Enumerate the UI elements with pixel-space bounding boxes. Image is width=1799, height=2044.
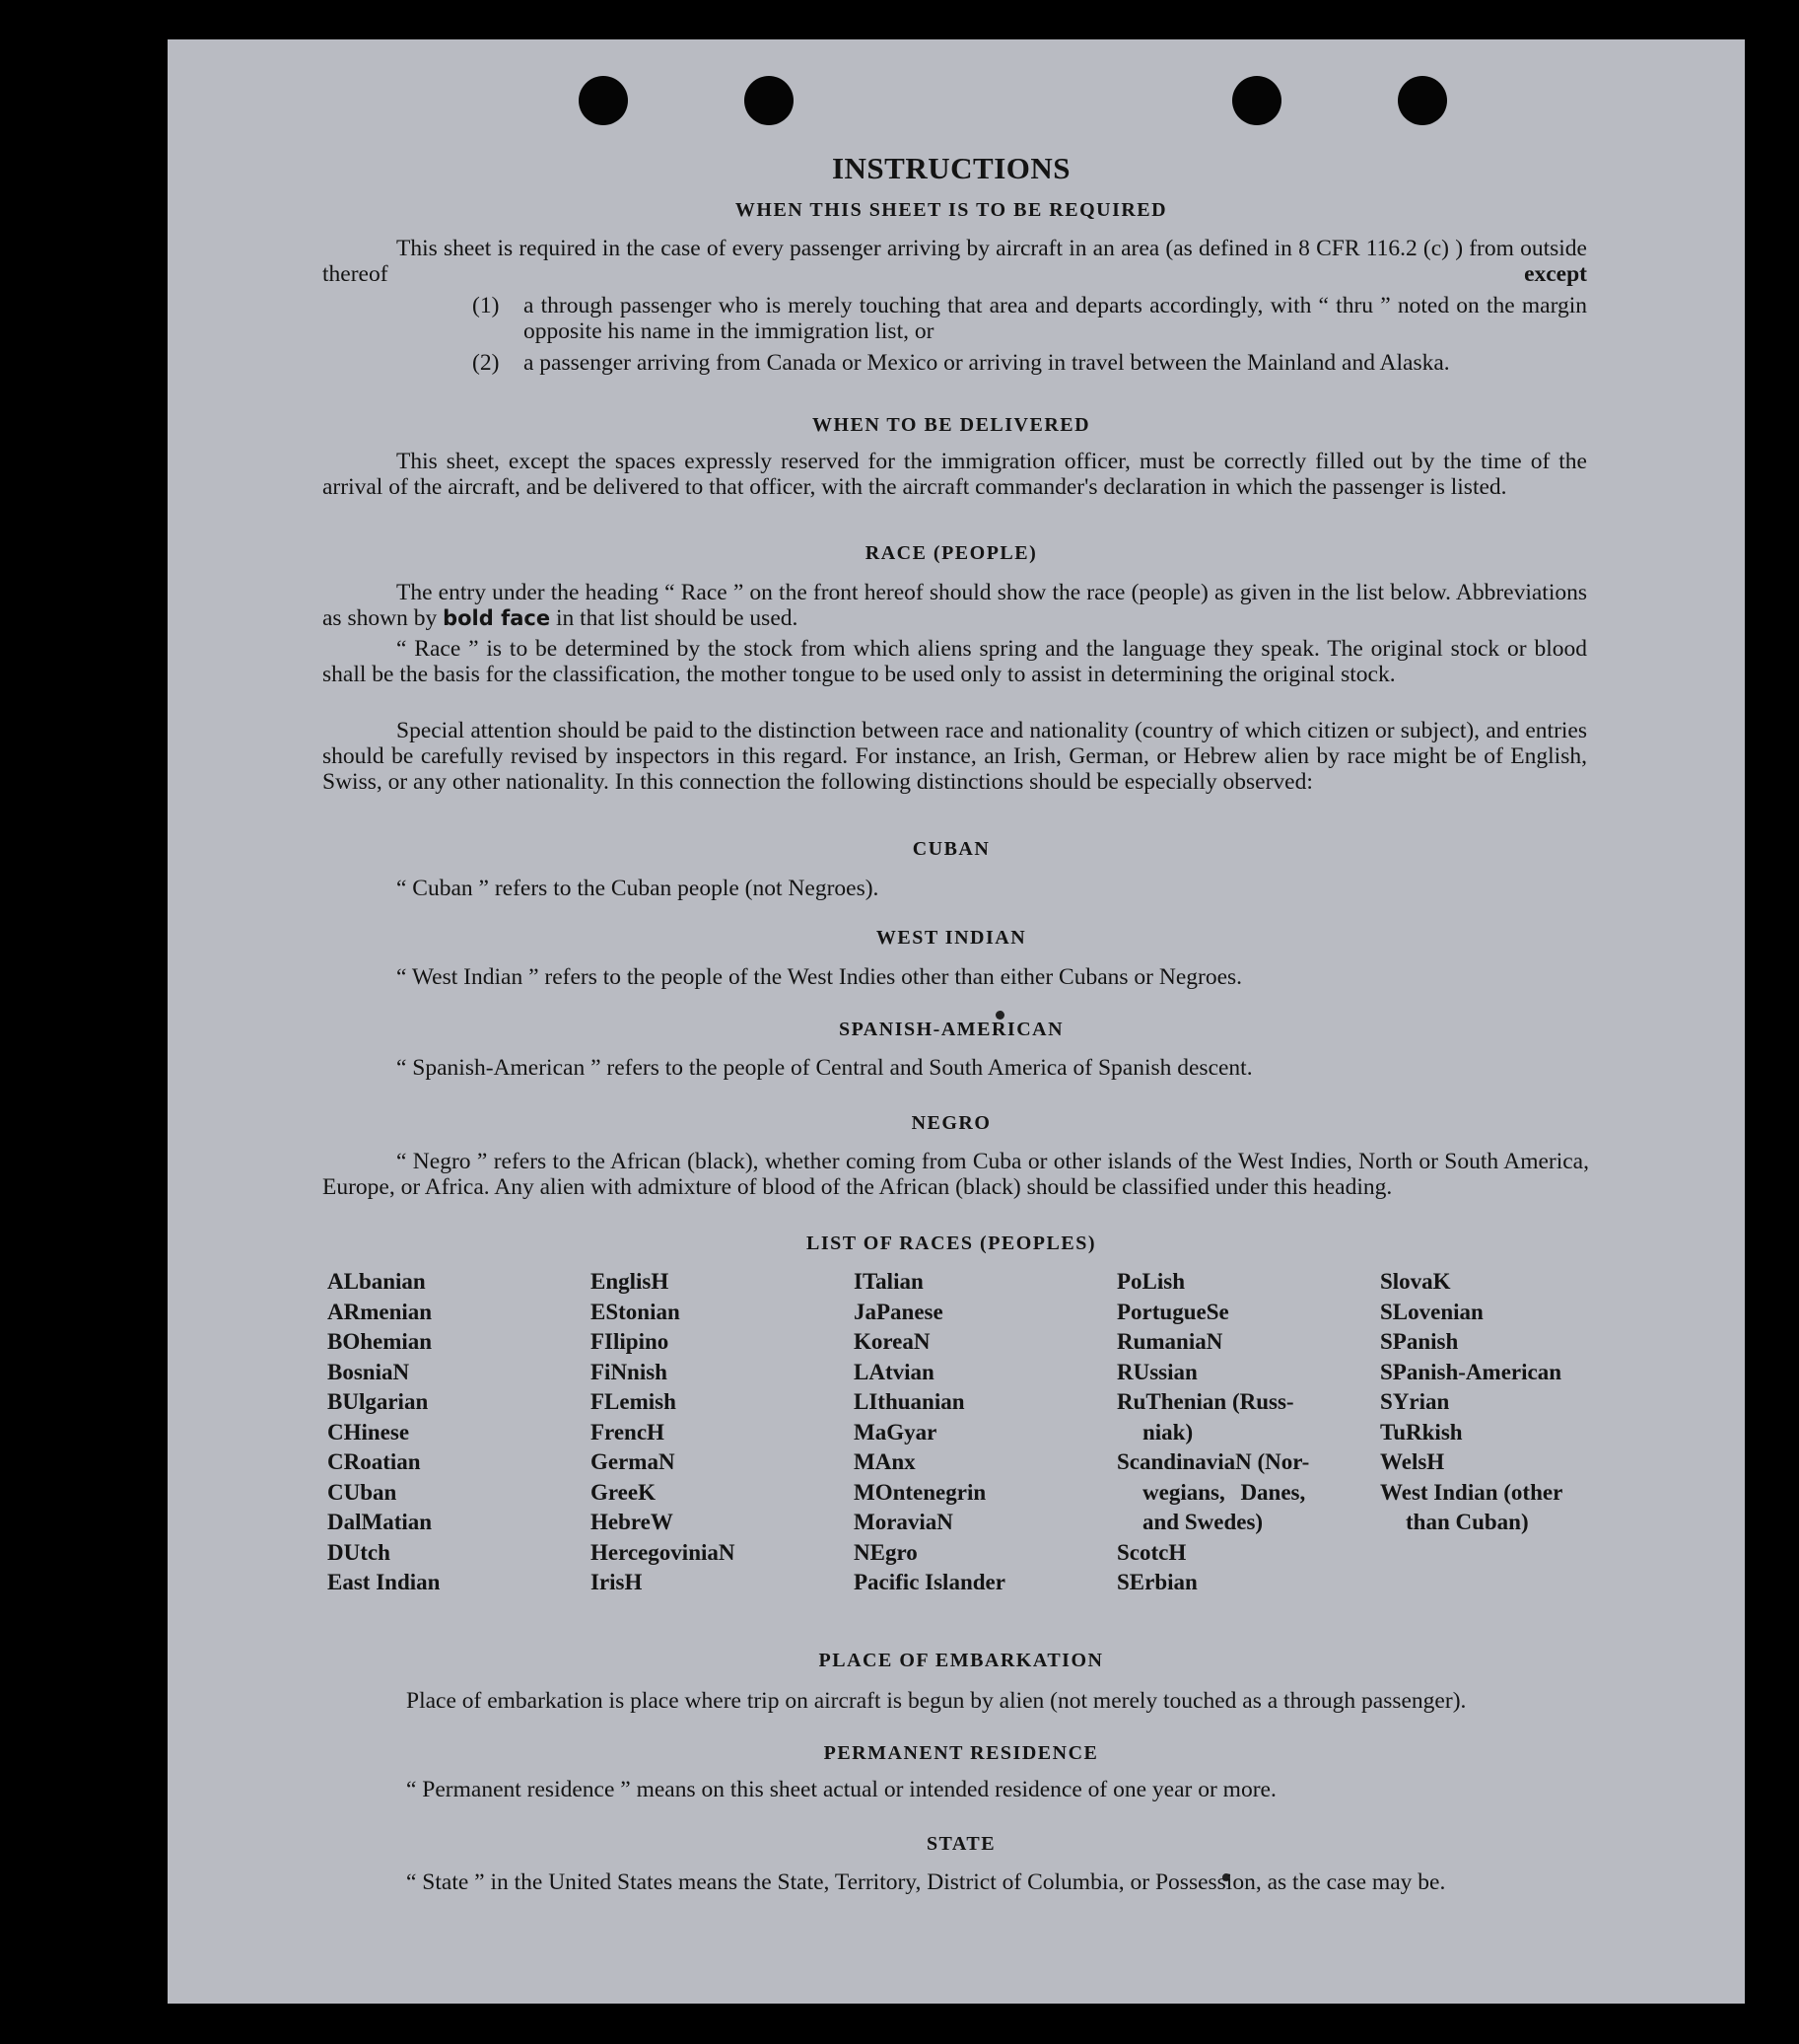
list-item: MAnx [854,1449,916,1474]
paragraph: “ Cuban ” refers to the Cuban people (not Negroes). [396,876,879,901]
list-item: HebreW [590,1510,673,1534]
list-item: ITalian [854,1269,924,1294]
race-column [854,1267,1105,1598]
list-item: MOntenegrin [854,1479,987,1505]
list-item: (1) a through passenger who is merely touching that area and departs accordingly, with “ thru ” noted on the margin opposite his name in the immigration list, or [472,293,1587,344]
list-item: KoreaN [854,1329,931,1354]
paragraph: This sheet is required in the case of every passenger arriving by aircraft in an area (as defined in 8 CFR 116.2 (c) ) from outside thereof except [322,236,1587,287]
list-item: JaPanese [854,1299,943,1324]
paragraph: Place of embarkation is place where trip on aircraft is begun by alien (not merely touched as a through passenger). [406,1688,1467,1714]
list-item: PoLish [1117,1269,1186,1294]
section-heading: LIST OF RACES (PEOPLES) [805,1233,1096,1254]
list-item: GermaN [590,1449,675,1474]
list-item: CRoatian [327,1449,421,1474]
list-item: NEgro [854,1539,918,1565]
list-item: ALbanian [327,1269,426,1294]
race-column [327,1267,579,1598]
section-heading: STATE [926,1833,997,1855]
list-item: RUssian [1117,1359,1198,1384]
list-item: FrencH [590,1419,664,1445]
list-item: CUban [327,1479,397,1505]
list-item: MaGyar [854,1419,937,1445]
list-item: and Swedes) [1142,1510,1264,1534]
list-item: BUlgarian [327,1389,429,1414]
paragraph: This sheet, except the spaces expressly reserved for the immigration officer, must be correctly filled out by the time of the arrival of the aircraft, and be delivered to that officer, with the aircraft commander's declaration in which the passenger is listed. [322,449,1587,500]
race-column [590,1267,842,1598]
list-item: FLemish [590,1389,676,1414]
section-heading: NEGRO [911,1112,992,1134]
list-item: GreeK [590,1479,656,1505]
section-heading: SPANISH-AMERICAN [838,1019,1065,1040]
section-heading: RACE (PEOPLE) [865,542,1038,564]
list-item: RumaniaN [1117,1329,1223,1354]
list-item: wegians, Danes, [1142,1479,1306,1505]
list-item: IrisH [590,1570,643,1594]
list-item: SPanish [1380,1329,1459,1354]
list-item: LAtvian [854,1359,934,1384]
list-item: niak) [1142,1419,1194,1445]
paragraph: “ Spanish-American ” refers to the people of Central and South America of Spanish descent. [396,1055,1253,1081]
section-heading: PERMANENT RESIDENCE [823,1742,1099,1764]
list-item: TuRkish [1380,1419,1463,1445]
list-item: RuThenian (Russ- [1117,1389,1294,1414]
punch-hole [744,76,794,125]
list-item: SErbian [1117,1570,1198,1594]
list-item: SlovaK [1380,1269,1451,1294]
list-item: DalMatian [327,1510,433,1534]
list-item: BosniaN [327,1359,410,1384]
race-column [1117,1267,1368,1598]
list-item: FiNnish [590,1359,667,1384]
section-heading: WHEN TO BE DELIVERED [811,414,1091,436]
list-item: HercegoviniaN [590,1539,735,1565]
paragraph: “ Permanent residence ” means on this sheet actual or intended residence of one year or more. [406,1777,1277,1802]
list-item: (2) a passenger arriving from Canada or Mexico or arriving in travel between the Mainland and Alaska. [472,350,1450,376]
paragraph: “ West Indian ” refers to the people of the West Indies other than either Cubans or Negroes. [396,964,1243,990]
punch-hole [1232,76,1281,125]
list-item: EStonian [590,1299,680,1324]
list-item: Pacific Islander [854,1570,1005,1594]
list-item: SLovenian [1380,1299,1484,1324]
list-item: ARmenian [327,1299,433,1324]
document-sheet [168,39,1745,2004]
list-item: FIlipino [590,1329,669,1354]
list-item: ScotcH [1117,1539,1187,1565]
paragraph: The entry under the heading “ Race ” on the front hereof should show the race (people) as given in the list below. Abbreviations as shown by bold face in that list should be used. [322,580,1587,631]
list-item: MoraviaN [854,1510,953,1534]
section-heading: WHEN THIS SHEET IS TO BE REQUIRED [734,199,1168,221]
list-item: ScandinaviaN (Nor- [1117,1449,1310,1474]
list-item: East Indian [327,1570,441,1594]
list-item: PortugueSe [1117,1299,1229,1324]
list-item: than Cuban) [1406,1510,1529,1534]
paragraph: “ Race ” is to be determined by the stock from which aliens spring and the language they speak. The original stock or blood shall be the basis for the classification, the mother tongue to be used only to assist in determining the original stock. [322,636,1587,687]
punch-hole [1398,76,1447,125]
list-item: West Indian (other [1380,1479,1563,1505]
paragraph: “ Negro ” refers to the African (black), whether coming from Cuba or other islands of the West Indies, North or South America, Europe, or Africa. Any alien with admixture of blood of the African (black) should be classified under this heading. [322,1149,1589,1200]
section-heading: PLACE OF EMBARKATION [818,1650,1104,1671]
section-heading: WEST INDIAN [875,927,1027,949]
list-item: SYrian [1380,1389,1450,1414]
paragraph: Special attention should be paid to the distinction between race and nationality (country of which citizen or subject), and entries should be carefully revised by inspectors in this regard. For instance, an Irish, German, or Hebrew alien by race might be of English, Swiss, or any other nationality. In this connection the following distinctions should be especially observed: [322,718,1587,795]
list-item: WelsH [1380,1449,1445,1474]
paragraph: “ State ” in the United States means the State, Territory, District of Columbia, or Possession, as the case may be. [406,1869,1446,1895]
race-list [327,1267,1766,1594]
list-item: EnglisH [590,1269,669,1294]
page-title: INSTRUCTIONS [831,151,1071,185]
section-heading: CUBAN [912,838,991,860]
list-item: DUtch [327,1539,390,1565]
race-column [1380,1267,1631,1538]
punch-hole [579,76,628,125]
list-item: CHinese [327,1419,410,1445]
list-item: SPanish-American [1380,1359,1561,1384]
list-item: LIthuanian [854,1389,965,1414]
list-item: BOhemian [327,1329,433,1354]
